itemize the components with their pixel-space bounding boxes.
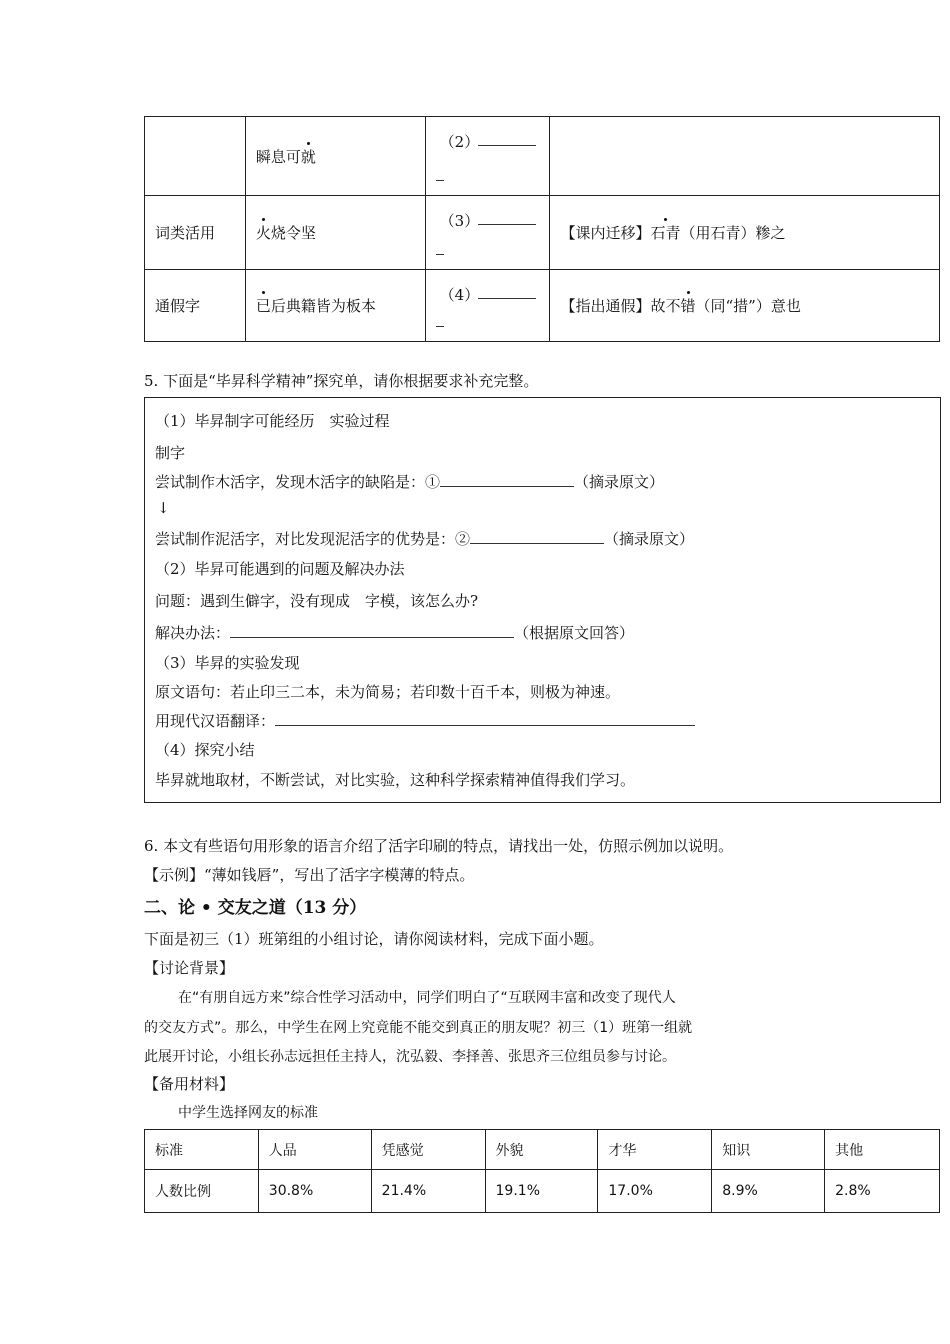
answer-blank-3[interactable] (230, 623, 514, 638)
table-row (145, 196, 940, 270)
problem-text: 问题：遇到生僻字，没有现成 字模，该怎么办? (155, 592, 479, 610)
answer-blank-2[interactable] (470, 529, 604, 544)
question-5-title: 5. 下面是“毕昇科学精神”探究单，请你根据要求补充完整。 (144, 372, 539, 390)
table-cell: 30.8% (258, 1170, 371, 1213)
table-cell: 人数比例 (145, 1170, 259, 1213)
question-6-text: 6. 本文有些语句用形象的语言介绍了活字印刷的特点，请找出一处，仿照示例加以说明。 (144, 837, 734, 855)
background-paragraph-line: 的交友方式”。那么，中学生在网上究竟能不能交到真正的朋友呢？初三（1）班第一组就 (144, 1020, 693, 1036)
answer-blank-1[interactable] (440, 472, 574, 487)
section-intro: 下面是初三（1）班第组的小组讨论，请你阅读材料，完成下面小题。 (144, 930, 604, 948)
migration-cell: 【指出通假】故不错（同“措”）意也 (550, 270, 940, 342)
section-1-title: （1）毕昇制字可能经历 实验过程 (155, 412, 390, 430)
example-cell: 已后典籍皆为板本 (245, 270, 425, 342)
down-arrow-icon: ↓ (157, 499, 170, 517)
category-cell (145, 117, 246, 196)
table-row (145, 1170, 940, 1213)
exploration-sheet (144, 397, 941, 803)
background-paragraph-line: 在“有朋自远方来”综合性学习活动中，同学们明白了“互联网丰富和改变了现代人 (178, 990, 676, 1006)
table-cell: 8.9% (712, 1170, 825, 1213)
translation-line: 用现代汉语翻译： (155, 710, 695, 731)
friend-criteria-table (144, 1129, 940, 1213)
summary-text: 毕昇就地取材，不断尝试，对比实验，这种科学探索精神值得我们学习。 (155, 771, 636, 789)
section-heading: 二、论 • 交友之道（13 分） (144, 898, 367, 918)
table-cell: 19.1% (485, 1170, 598, 1213)
table-cell: 17.0% (598, 1170, 712, 1213)
migration-cell: 【课内迁移】石青（用石青）糁之 (550, 196, 940, 270)
example-cell: 火烧令坚 (245, 196, 425, 270)
section-2-title: （2）毕昇可能遇到的问题及解决办法 (155, 560, 405, 578)
section-4-title: （4）探究小结 (155, 741, 255, 759)
materials-label: 【备用材料】 (144, 1075, 235, 1093)
header-cell: 知识 (712, 1130, 825, 1170)
clay-type-line: 尝试制作泥活字，对比发现泥活字的优势是：② （摘录原文） (155, 530, 695, 548)
header-cell: 其他 (825, 1130, 940, 1170)
solution-line: 解决办法： （根据原文回答） (155, 624, 635, 642)
section-3-title: （3）毕昇的实验发现 (155, 654, 300, 672)
header-cell: 才华 (598, 1130, 712, 1170)
table-cell: 2.8% (825, 1170, 940, 1213)
header-cell: 人品 (258, 1130, 371, 1170)
table-cell: 21.4% (371, 1170, 485, 1213)
migration-cell (550, 117, 940, 196)
table-header-row (145, 1130, 940, 1170)
answer-blank-cell[interactable]: （3） (425, 196, 550, 270)
classical-terms-table (144, 116, 940, 342)
answer-blank-cell[interactable]: （2） (425, 117, 550, 196)
category-cell: 词类活用 (145, 196, 246, 270)
question-6-example: 【示例】“薄如钱唇”，写出了活字字模薄的特点。 (144, 866, 475, 884)
category-cell: 通假字 (145, 270, 246, 342)
original-sentence: 原文语句：若止印三二本，未为简易；若印数十百千本，则极为神速。 (155, 683, 621, 701)
table-row (145, 270, 940, 342)
wood-type-line: 尝试制作木活字，发现木活字的缺陷是：① （摘录原文） (155, 473, 665, 491)
table-row (145, 117, 940, 196)
table-title: 中学生选择网友的标准 (178, 1105, 318, 1121)
background-paragraph-line: 此展开讨论，小组长孙志远担任主持人，沈弘毅、李择善、张思齐三位组员参与讨论。 (144, 1049, 676, 1065)
header-cell: 标准 (145, 1130, 259, 1170)
answer-blank-4[interactable] (275, 711, 695, 726)
header-cell: 外貌 (485, 1130, 598, 1170)
answer-blank-cell[interactable]: （4） (425, 270, 550, 342)
header-cell: 凭感觉 (371, 1130, 485, 1170)
example-cell: 瞬息可就 (245, 117, 425, 196)
step-label: 制字 (155, 444, 186, 462)
background-label: 【讨论背景】 (144, 959, 235, 977)
